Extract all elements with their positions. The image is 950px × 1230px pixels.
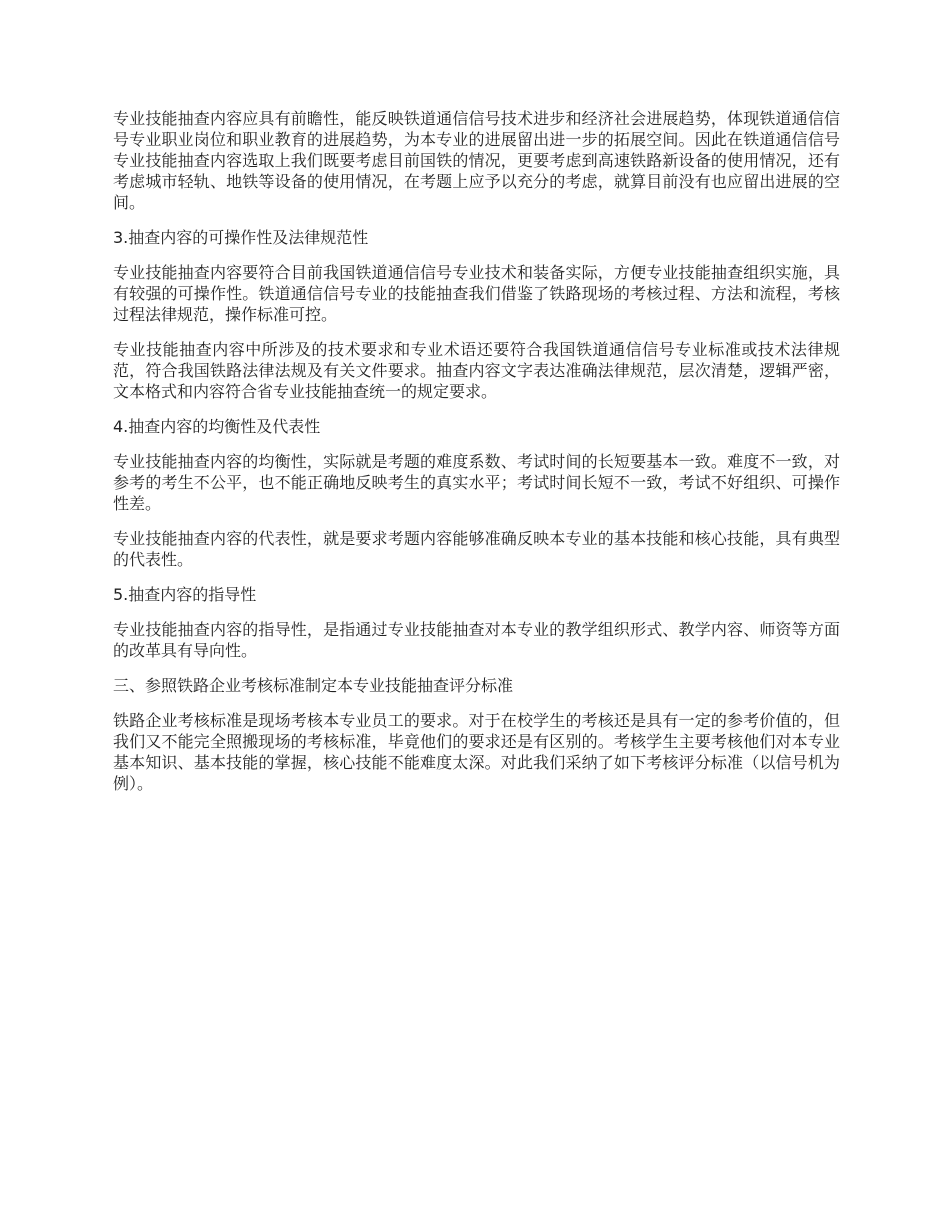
heading-balance: 4.抽查内容的均衡性及代表性	[113, 417, 321, 436]
paragraph-scoring-standard: 铁路企业考核标准是现场考核本专业员工的要求。对于在校学生的考核还是具有一定的参考价值的，但我们又不能完全照搬现场的考核标准，毕竟他们的要求还是有区别的。考核学生主要考核他们对本专业基本知识、基本技能的掌握，核心技能不能难度太深。对此我们采纳了如下考核评分标准（以信号机为例）。	[113, 711, 840, 793]
heading-section-three: 三、参照铁路企业考核标准制定本专业技能抽查评分标准	[113, 676, 514, 695]
document-page	[113, 108, 840, 808]
heading-operability: 3.抽查内容的可操作性及法律规范性	[113, 228, 369, 247]
paragraph-guidance: 专业技能抽查内容的指导性，是指通过专业技能抽查对本专业的教学组织形式、教学内容、师资等方面的改革具有导向性。	[113, 620, 840, 660]
paragraph-operability: 专业技能抽查内容要符合目前我国铁道通信信号专业技术和装备实际，方便专业技能抽查组织实施，具有较强的可操作性。铁道通信信号专业的技能抽查我们借鉴了铁路现场的考核过程、方法和流程，考核过程法律规范，操作标准可控。	[113, 263, 840, 324]
paragraph-representativeness: 专业技能抽查内容的代表性，就是要求考题内容能够准确反映本专业的基本技能和核心技能，具有典型的代表性。	[113, 529, 840, 569]
paragraph-balance: 专业技能抽查内容的均衡性，实际就是考题的难度系数、考试时间的长短要基本一致。难度不一致，对参考的考生不公平，也不能正确地反映考生的真实水平；考试时间长短不一致，考试不好组织、可操作性差。	[113, 452, 840, 513]
paragraph-legal-norms: 专业技能抽查内容中所涉及的技术要求和专业术语还要符合我国铁道通信信号专业标准或技术法律规范，符合我国铁路法律法规及有关文件要求。抽查内容文字表达准确法律规范，层次清楚，逻辑严密，文本格式和内容符合省专业技能抽查统一的规定要求。	[113, 340, 840, 401]
paragraph-foresight: 专业技能抽查内容应具有前瞻性，能反映铁道通信信号技术进步和经济社会进展趋势，体现铁道通信信号专业职业岗位和职业教育的进展趋势，为本专业的进展留出进一步的拓展空间。因此在铁道通信信号专业技能抽查内容选取上我们既要考虑目前国铁的情况，更要考虑到高速铁路新设备的使用情况，还有考虑城市轻轨、地铁等设备的使用情况，在考题上应予以充分的考虑，就算目前没有也应留出进展的空间。	[113, 109, 840, 212]
heading-guidance: 5.抽查内容的指导性	[113, 585, 257, 604]
